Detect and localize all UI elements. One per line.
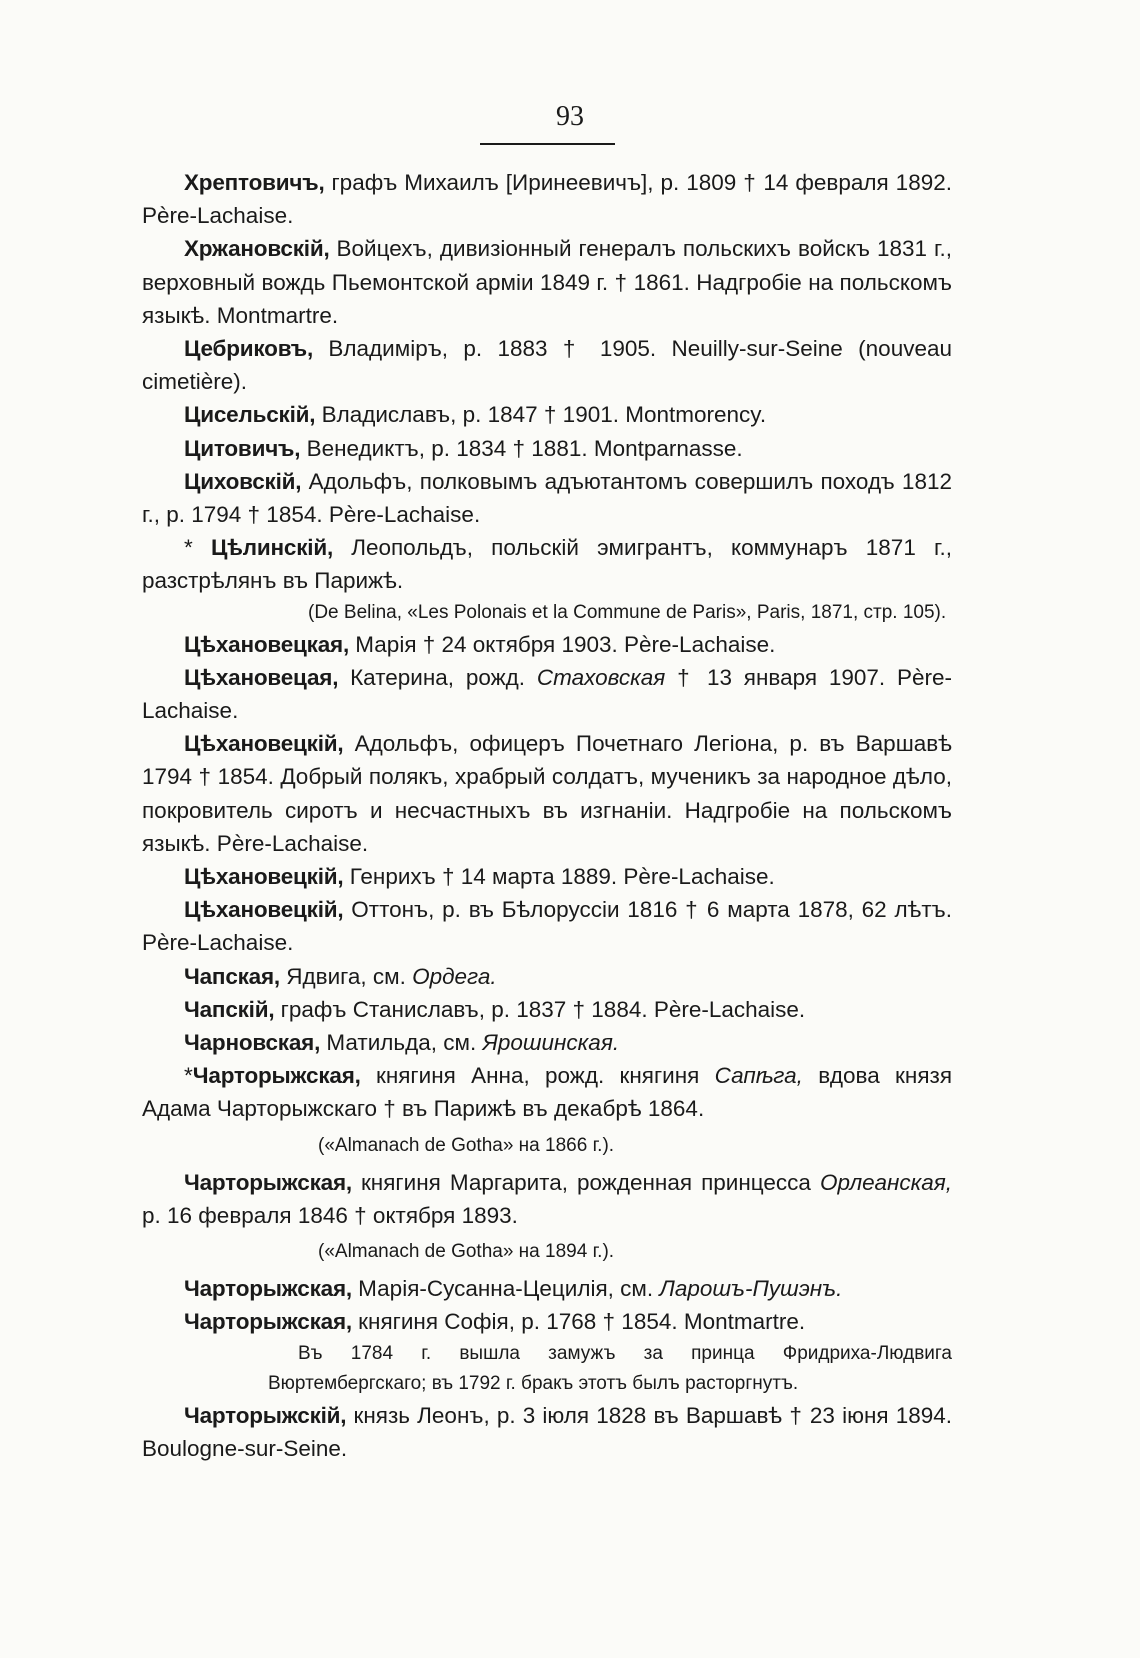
entry: Цѣхановецкая, Марія † 24 октября 1903. Père-Lachaise. bbox=[184, 631, 776, 657]
entry: Чапскій, графъ Станиславъ, р. 1837 † 1884. Père-Lachaise. bbox=[184, 996, 806, 1022]
entry-name: Цѣхановецкій, bbox=[184, 897, 344, 923]
entry-name: Чарторыжскій, bbox=[184, 1402, 347, 1428]
entry: Чарновская, Матильда, см. Ярошинская. bbox=[184, 1030, 620, 1056]
page-number: 93 bbox=[556, 101, 584, 132]
entry: Цѣхановецая, Катерина, рожд. Стаховская † 13 января 1907. Père-Lachaise. bbox=[142, 664, 952, 724]
entry: Цитовичъ, Венедиктъ, р. 1834 † 1881. Montparnasse. bbox=[184, 435, 743, 461]
entry: Хрептовичъ, графъ Михаилъ [Иринеевичъ], р. 1809 † 14 февраля 1892. Père-Lachaise. bbox=[142, 170, 952, 229]
entry: Цѣхановецкій, Генрихъ † 14 марта 1889. Père-Lachaise. bbox=[184, 864, 775, 890]
entry-source-note: (De Belina, «Les Polonais et la Commune de Paris», Paris, 1871, стр. 105). bbox=[308, 601, 947, 623]
entry: Цѣхановецкій, Адольфъ, офицеръ Почетнаго Легіона, р. въ Варшавѣ 1794 † 1854. Добрый полякъ, храбрый солдатъ, мученикъ за народное дѣло, покровитель сиротъ и несчастныхъ въ изгнаніи. Надгробіе на польскомъ языкѣ. Père-Lachaise. bbox=[142, 731, 952, 856]
entry-source-note: («Almanach de Gotha» на 1866 г.). bbox=[318, 1134, 615, 1156]
entry-source-note: («Almanach de Gotha» на 1894 г.). bbox=[318, 1241, 615, 1263]
entry: Чарторыжская, Марія-Сусанна-Цецилія, см. Ларошъ-Пушэнъ. bbox=[184, 1276, 843, 1302]
entry-name: Чарторыжская, bbox=[184, 1309, 352, 1335]
entry-name: Цитовичъ, bbox=[184, 435, 301, 461]
entry-name: Цѣлинскій, bbox=[210, 535, 334, 561]
entry: Цисельскій, Владиславъ, р. 1847 † 1901. Montmorency. bbox=[184, 402, 767, 428]
entry-name: Цисельскій, bbox=[184, 402, 316, 428]
entry-name: Хрептовичъ, bbox=[184, 170, 325, 195]
entry-name: Хржановскій, bbox=[184, 236, 330, 262]
entry: Чапская, Ядвига, см. Ордега. bbox=[184, 963, 497, 989]
entry: *Чарторыжская, княгиня Анна, рожд. княгиня Сапѣга, вдова князя Адама Чарторыжскаго † въ Парижѣ въ декабрѣ 1864. bbox=[142, 1063, 953, 1122]
entry-name: Цебриковъ, bbox=[184, 336, 314, 362]
entry: Чарторыжскій, князь Леонъ, р. 3 іюля 1828 въ Варшавѣ † 23 іюня 1894. Boulogne-sur-Seine. bbox=[142, 1402, 952, 1461]
entry: Чарторыжская, княгиня Маргарита, рожденная принцесса Орлеанская, р. 16 февраля 1846 † октября 1893. bbox=[142, 1169, 952, 1228]
entry-name: Цѣхановецкая, bbox=[184, 631, 350, 657]
entry-name: Цѣхановецкій, bbox=[184, 731, 344, 757]
entry: * Цѣлинскій, Леопольдъ, польскій эмигрантъ, коммунаръ 1871 г., разстрѣлянъ въ Парижѣ. bbox=[142, 535, 952, 594]
entry: Чарторыжская, княгиня Софія, р. 1768 † 1854. Montmartre. bbox=[184, 1309, 806, 1335]
entries-list bbox=[142, 166, 952, 1465]
entry-footnote: Въ 1784 г. вышла замужъ за принца Фридриха-Людвига Вюртембергскаго; въ 1792 г. бракъ этотъ былъ расторгнутъ. bbox=[268, 1342, 952, 1394]
entry-name: Циховскій, bbox=[184, 468, 302, 494]
entry-name: Чапскій, bbox=[184, 996, 275, 1022]
entry-name: Цѣхановецая, bbox=[184, 664, 339, 690]
entry: Цѣхановецкій, Оттонъ, р. въ Бѣлоруссіи 1816 † 6 марта 1878, 62 лѣтъ. Père-Lachaise. bbox=[142, 897, 952, 956]
entry: Циховскій, Адольфъ, полковымъ адъютантомъ совершилъ походъ 1812 г., р. 1794 † 1854. Père-Lachaise. bbox=[142, 468, 952, 528]
page-number-rule bbox=[480, 143, 615, 145]
entry: Хржановскій, Войцехъ, дивизіонный генералъ польскихъ войскъ 1831 г., верховный вождь Пьемонтской арміи 1849 г. † 1861. Надгробіе на польскомъ языкѣ. Montmartre. bbox=[142, 236, 952, 328]
entry-name: Чарторыжская, bbox=[192, 1063, 361, 1089]
entry-name: Чарторыжская, bbox=[184, 1169, 352, 1195]
entry-name: Чапская, bbox=[184, 963, 280, 989]
entry-name: Цѣхановецкій, bbox=[184, 864, 344, 890]
entry-name: Чарновская, bbox=[184, 1030, 321, 1056]
entry-name: Чарторыжская, bbox=[184, 1276, 352, 1302]
entry: Цебриковъ, Владиміръ, р. 1883 † 1905. Neuilly-sur-Seine (nouveau cimetière). bbox=[142, 336, 952, 395]
